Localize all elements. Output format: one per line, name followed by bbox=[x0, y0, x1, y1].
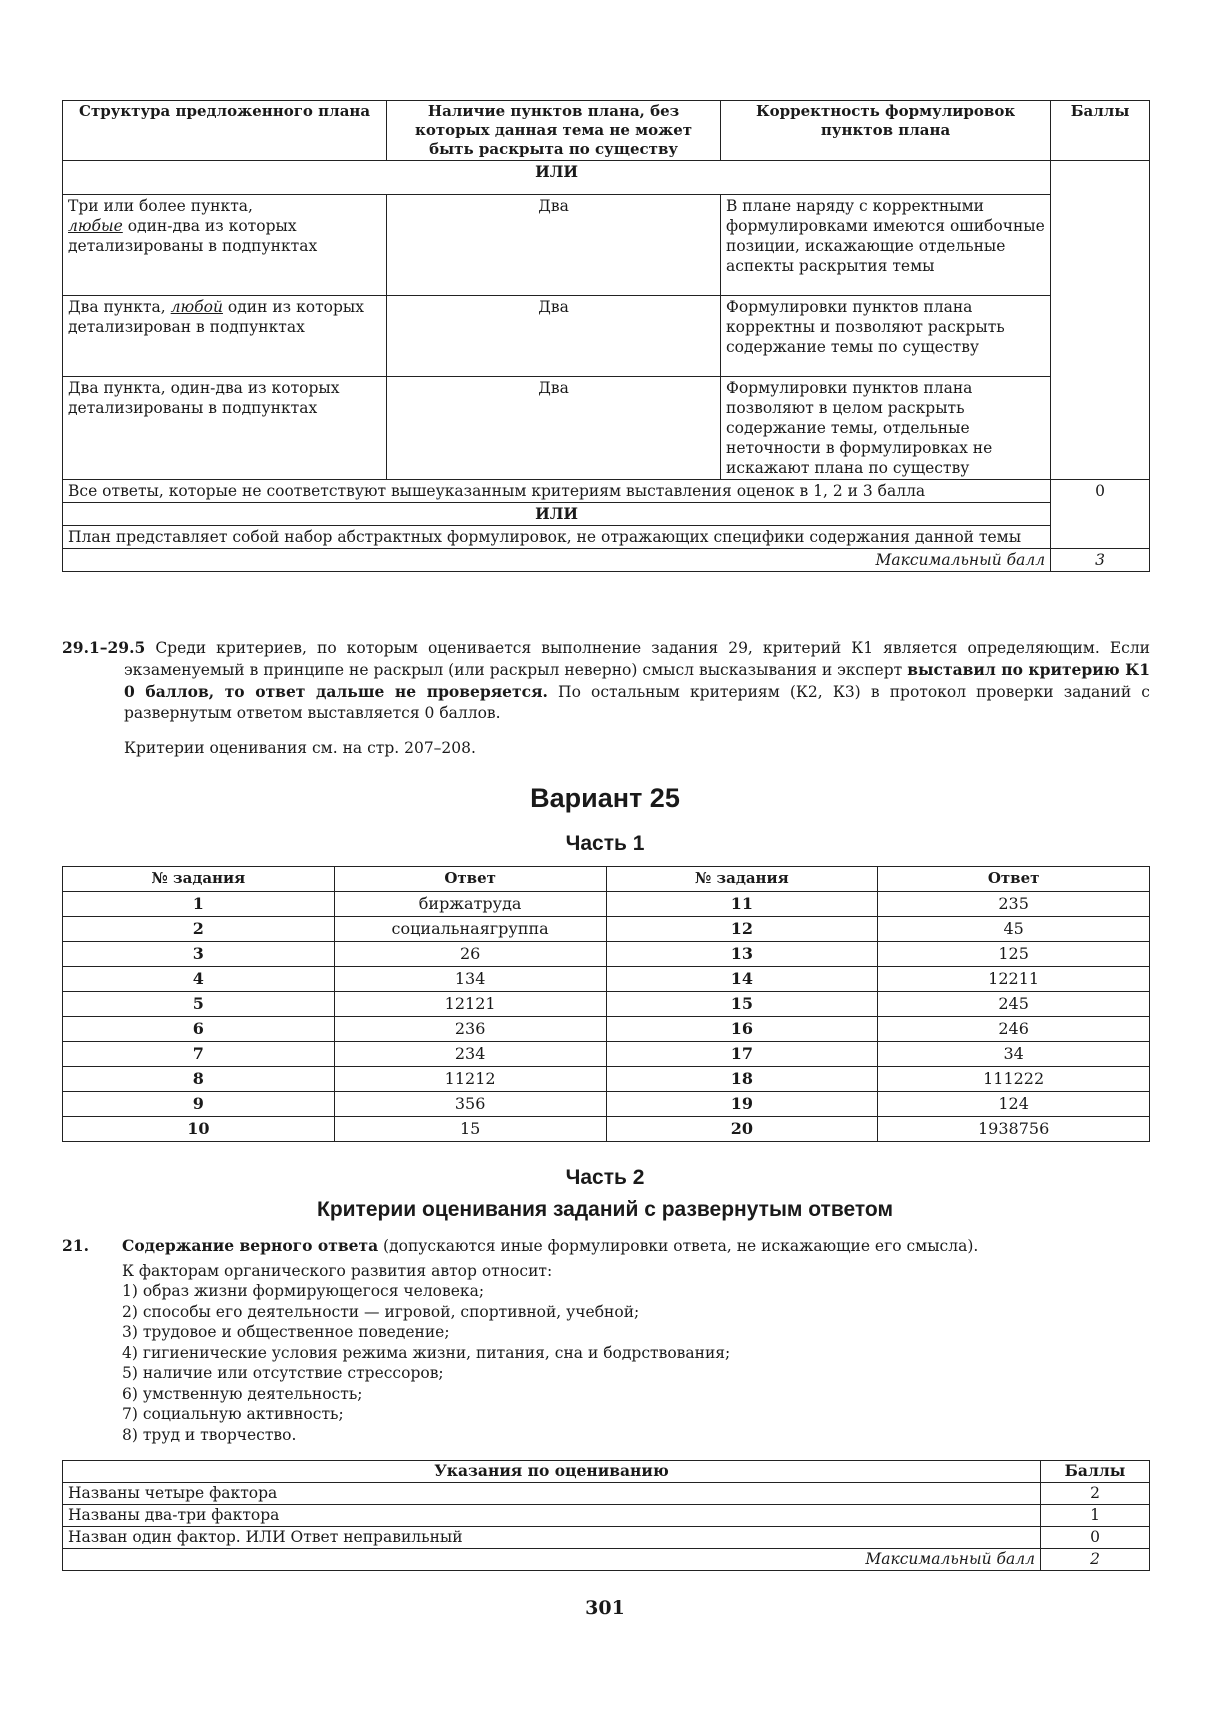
task-number-cell: 19 bbox=[606, 1092, 878, 1117]
structure-cell: Три или более пункта, любые один-два из которых детализированы в подпунктах bbox=[63, 195, 387, 296]
answer-cell: 111222 bbox=[878, 1067, 1150, 1092]
max-score-value: 3 bbox=[1051, 549, 1150, 572]
task-number-cell: 1 bbox=[63, 892, 335, 917]
max-score-row bbox=[63, 1549, 1150, 1571]
task-number-cell: 7 bbox=[63, 1042, 335, 1067]
answer-cell: 125 bbox=[878, 942, 1150, 967]
list-item: 2) способы его деятельности — игровой, спортивной, учебной; bbox=[122, 1302, 640, 1321]
task-number-cell: 11 bbox=[606, 892, 878, 917]
task-number-cell: 2 bbox=[63, 917, 335, 942]
note-text: По остальным критериям (К2, К3) в протокол проверки заданий с развернутым ответом выставляется 0 баллов. bbox=[124, 683, 1150, 722]
note-text-bold: выставил по критерию К1 0 баллов, то ответ дальше не проверяется. bbox=[124, 660, 1150, 701]
answer-cell: 26 bbox=[334, 942, 606, 967]
table-row bbox=[63, 1067, 1150, 1092]
task-number-cell: 14 bbox=[606, 967, 878, 992]
task-number-cell: 10 bbox=[63, 1117, 335, 1142]
answer-cell: 11212 bbox=[334, 1067, 606, 1092]
grading-body bbox=[63, 1483, 1150, 1549]
table-row bbox=[63, 1017, 1150, 1042]
count-cell: Два bbox=[387, 195, 721, 296]
table-row bbox=[63, 1505, 1150, 1527]
task-number-cell: 9 bbox=[63, 1092, 335, 1117]
answer-cell: 236 bbox=[334, 1017, 606, 1042]
answer-cell: 34 bbox=[878, 1042, 1150, 1067]
part1-title: Часть 1 bbox=[565, 832, 645, 855]
list-item: 4) гигиенические условия режима жизни, питания, сна и бодрствования; bbox=[122, 1343, 731, 1362]
header-task-number: № задания bbox=[63, 867, 335, 892]
task-number-cell: 15 bbox=[606, 992, 878, 1017]
answer-cell: 12211 bbox=[878, 967, 1150, 992]
table-header-row bbox=[63, 101, 1150, 161]
points-cell-empty bbox=[1051, 161, 1150, 480]
ili-separator: ИЛИ bbox=[63, 161, 1051, 195]
criteria-reference: Критерии оценивания см. на стр. 207–208. bbox=[124, 739, 476, 757]
count-cell: Два bbox=[387, 296, 721, 377]
list-item: 8) труд и творчество. bbox=[122, 1425, 297, 1444]
instruction-cell: Названы четыре фактора bbox=[63, 1483, 1041, 1505]
task-number-cell: 5 bbox=[63, 992, 335, 1017]
header-correctness: Корректность формулировок пунктов плана bbox=[720, 101, 1050, 161]
table-row bbox=[63, 480, 1150, 503]
header-required-items: Наличие пунктов плана, без которых данная тема не может быть раскрыта по существу bbox=[387, 101, 721, 161]
task-number-cell: 4 bbox=[63, 967, 335, 992]
table-row bbox=[63, 1117, 1150, 1142]
note-label: 29.1–29.5 bbox=[62, 638, 146, 657]
emphasis-text: любой bbox=[170, 298, 223, 316]
part2-title: Часть 2 bbox=[565, 1166, 645, 1189]
answer-cell: 1938756 bbox=[878, 1117, 1150, 1142]
answer-cell: 45 bbox=[878, 917, 1150, 942]
page-number: 301 bbox=[585, 1597, 625, 1619]
task-number-cell: 20 bbox=[606, 1117, 878, 1142]
header-answer: Ответ bbox=[878, 867, 1150, 892]
answer-cell: 12121 bbox=[334, 992, 606, 1017]
plan-criteria-table bbox=[62, 100, 1150, 572]
task-lead: (допускаются иные формулировки ответа, не искажающие его смысла). bbox=[383, 1237, 979, 1255]
max-score-label: Максимальный балл bbox=[63, 549, 1051, 572]
table-row bbox=[63, 1527, 1150, 1549]
task-number-cell: 18 bbox=[606, 1067, 878, 1092]
max-score-label: Максимальный балл bbox=[63, 1549, 1041, 1571]
header-points: Баллы bbox=[1051, 101, 1150, 161]
instruction-cell: Названы два-три фактора bbox=[63, 1505, 1041, 1527]
header-structure: Структура предложенного плана bbox=[63, 101, 387, 161]
table-row bbox=[63, 942, 1150, 967]
ili-separator: ИЛИ bbox=[63, 503, 1051, 526]
table-row bbox=[63, 992, 1150, 1017]
table-row bbox=[63, 195, 1150, 296]
table-row bbox=[63, 1042, 1150, 1067]
answer-cell: биржатруда bbox=[334, 892, 606, 917]
answer-cell: 234 bbox=[334, 1042, 606, 1067]
task-number-cell: 17 bbox=[606, 1042, 878, 1067]
task-number-cell: 6 bbox=[63, 1017, 335, 1042]
abstract-plan-cell: План представляет собой набор абстрактных формулировок, не отражающих специфики содержания данной темы bbox=[63, 526, 1051, 549]
part2-subtitle: Критерии оценивания заданий с развернутым ответом bbox=[317, 1198, 893, 1221]
answers-body bbox=[63, 892, 1150, 1142]
answer-cell: 245 bbox=[878, 992, 1150, 1017]
table-row bbox=[63, 1092, 1150, 1117]
note-29 bbox=[62, 637, 1150, 759]
points-cell: 1 bbox=[1041, 1505, 1150, 1527]
correctness-cell: Формулировки пунктов плана корректны и позволяют раскрыть содержание темы по существу bbox=[720, 296, 1050, 377]
factor-list bbox=[62, 1281, 1150, 1445]
points-cell: 2 bbox=[1041, 1483, 1150, 1505]
zero-criteria-cell: Все ответы, которые не соответствуют вышеуказанным критериям выставления оценок в 1, 2 и 3 балла bbox=[63, 480, 1051, 503]
variant-title: Вариант 25 bbox=[530, 783, 680, 813]
table-header-row bbox=[63, 867, 1150, 892]
task-number-cell: 16 bbox=[606, 1017, 878, 1042]
header-answer: Ответ bbox=[334, 867, 606, 892]
zero-points-cell: 0 bbox=[1051, 480, 1150, 549]
table-row bbox=[63, 296, 1150, 377]
answer-cell: 356 bbox=[334, 1092, 606, 1117]
task-intro: К факторам органического развития автор относит: bbox=[122, 1261, 553, 1280]
header-points: Баллы bbox=[1041, 1461, 1150, 1483]
note-text: Среди критериев, по которым оценивается выполнение задания 29, критерий К1 является определяющим. Если экзаменуемый в принципе не раскрыл (или раскрыл неверно) смысл высказывания и эксперт bbox=[124, 639, 1150, 679]
instruction-cell: Назван один фактор. ИЛИ Ответ неправильный bbox=[63, 1527, 1041, 1549]
task-number-cell: 12 bbox=[606, 917, 878, 942]
answer-cell: 134 bbox=[334, 967, 606, 992]
max-score-value: 2 bbox=[1041, 1549, 1150, 1571]
table-row bbox=[63, 917, 1150, 942]
answer-cell: 235 bbox=[878, 892, 1150, 917]
correctness-cell: Формулировки пунктов плана позволяют в целом раскрыть содержание темы, отдельные неточности в формулировках не искажают плана по существу bbox=[720, 377, 1050, 480]
table-row bbox=[63, 526, 1150, 549]
table-row bbox=[63, 1483, 1150, 1505]
list-item: 3) трудовое и общественное поведение; bbox=[122, 1323, 450, 1341]
table-row bbox=[63, 377, 1150, 480]
table-row bbox=[63, 892, 1150, 917]
points-cell: 0 bbox=[1041, 1527, 1150, 1549]
structure-cell: Два пункта, один-два из которых детализированы в подпунктах bbox=[63, 377, 387, 480]
answer-cell: 246 bbox=[878, 1017, 1150, 1042]
answer-cell: 15 bbox=[334, 1117, 606, 1142]
answer-cell: 124 bbox=[878, 1092, 1150, 1117]
task-number-cell: 3 bbox=[63, 942, 335, 967]
task-number-cell: 8 bbox=[63, 1067, 335, 1092]
task-number: 21. bbox=[62, 1236, 89, 1255]
table-header-row bbox=[63, 1461, 1150, 1483]
list-item: 6) умственную деятельность; bbox=[122, 1384, 363, 1403]
task-21 bbox=[62, 1236, 1150, 1445]
task-number-cell: 13 bbox=[606, 942, 878, 967]
table-row bbox=[63, 503, 1150, 526]
table-row bbox=[63, 161, 1150, 195]
header-instructions: Указания по оцениванию bbox=[63, 1461, 1041, 1483]
structure-cell: Два пункта, любой один из которых детализирован в подпунктах bbox=[63, 296, 387, 377]
table-row bbox=[63, 967, 1150, 992]
correctness-cell: В плане наряду с корректными формулировками имеются ошибочные позиции, искажающие отдельные аспекты раскрытия темы bbox=[720, 195, 1050, 296]
grading-table bbox=[62, 1460, 1150, 1571]
max-score-row bbox=[63, 549, 1150, 572]
count-cell: Два bbox=[387, 377, 721, 480]
task-lead-bold: Содержание верного ответа bbox=[122, 1236, 379, 1255]
answer-cell: социальнаягруппа bbox=[334, 917, 606, 942]
list-item: 5) наличие или отсутствие стрессоров; bbox=[122, 1364, 444, 1382]
list-item: 1) образ жизни формирующегося человека; bbox=[122, 1282, 485, 1300]
header-task-number: № задания bbox=[606, 867, 878, 892]
answers-table bbox=[62, 866, 1150, 1142]
emphasis-text: любые bbox=[68, 217, 123, 235]
list-item: 7) социальную активность; bbox=[122, 1405, 344, 1423]
